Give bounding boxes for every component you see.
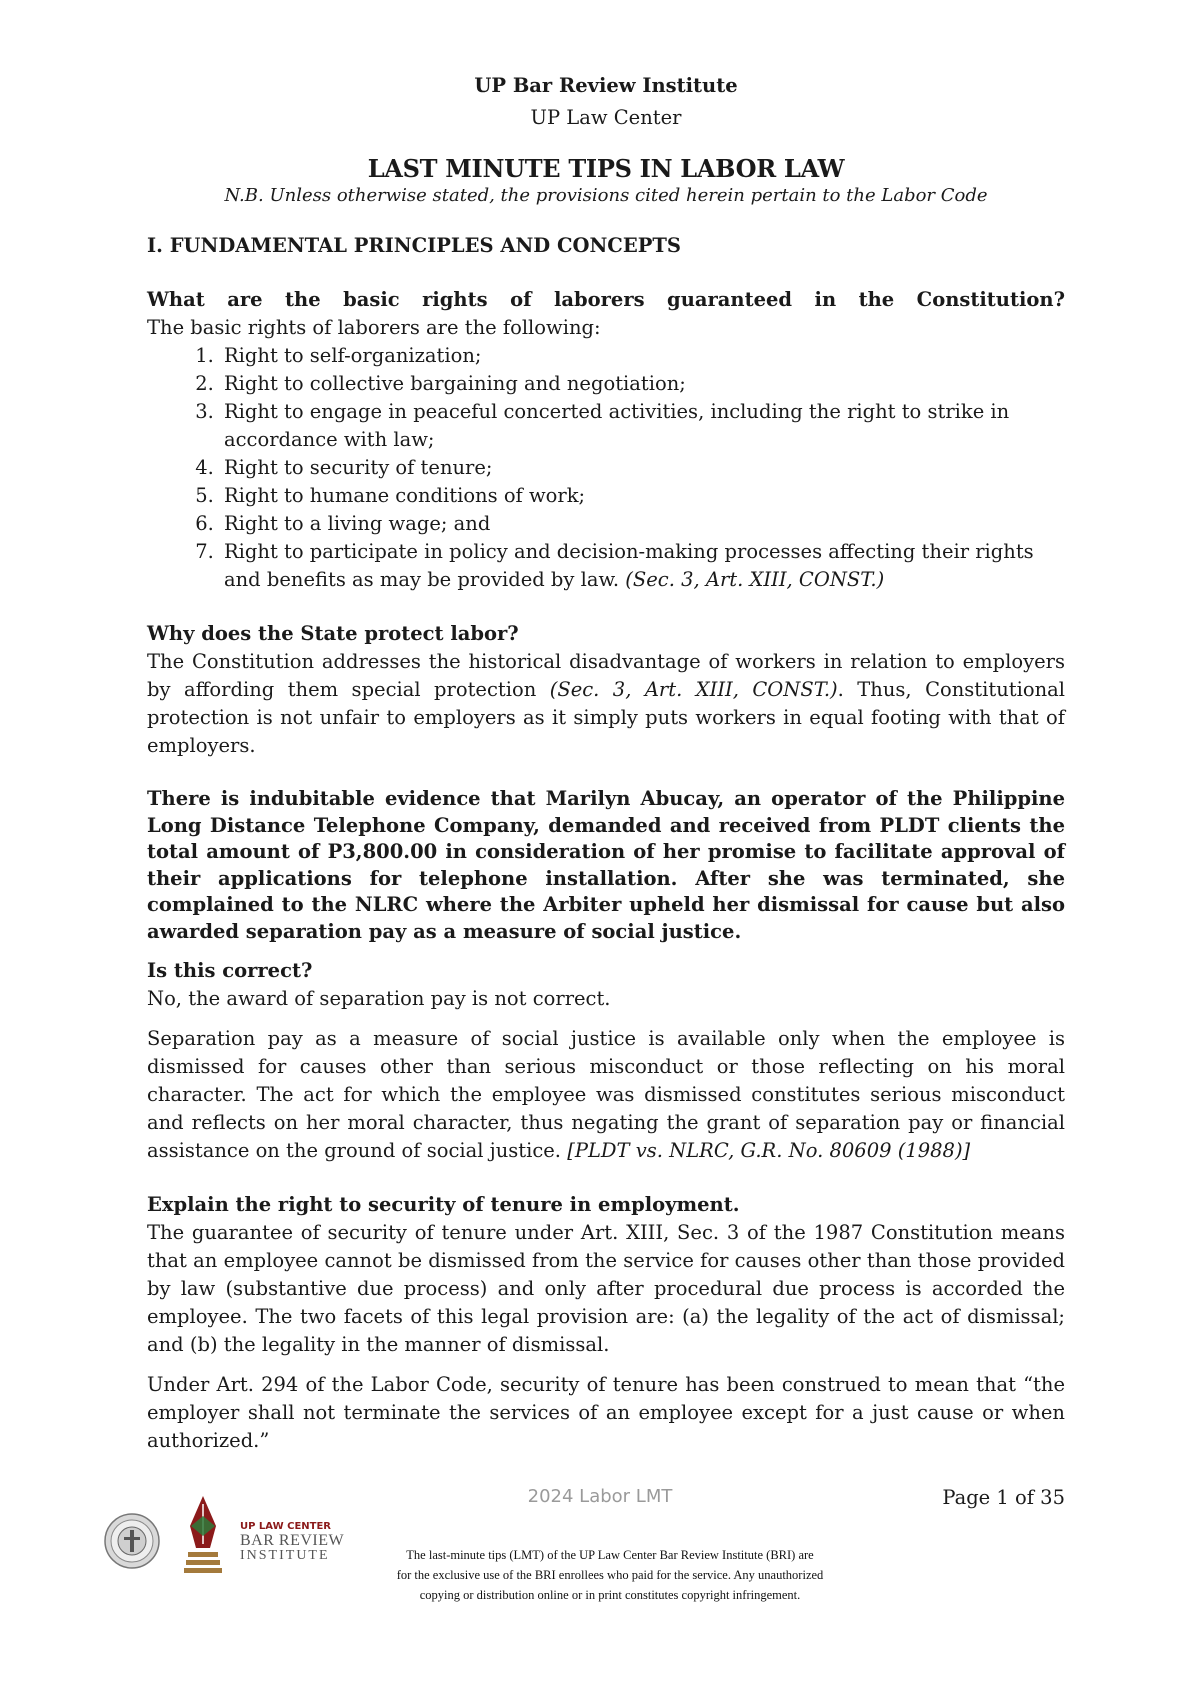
rights-list <box>147 342 1065 594</box>
question-heading: Is this correct? <box>147 959 313 982</box>
list-item: 5. Right to humane conditions of work; <box>220 482 1065 510</box>
question-block-protect-labor <box>147 620 1065 760</box>
list-item: 3. Right to engage in peaceful concerted activities, including the right to strike in accordance with law; <box>220 398 1065 454</box>
list-item: 6. Right to a living wage; and <box>220 510 1065 538</box>
page-content <box>147 70 1065 1455</box>
answer-text: The Constitution addresses the historical disadvantage of workers in relation to employers by affording them special protection <box>147 650 1065 701</box>
question-heading: What are the basic rights of laborers guaranteed in the Constitution? <box>147 288 1065 311</box>
copyright-disclaimer <box>300 1545 920 1605</box>
section-heading: I. FUNDAMENTAL PRINCIPLES AND CONCEPTS <box>147 234 681 257</box>
answer-text: Separation pay as a measure of social justice is available only when the employee is dismissed for causes other than serious misconduct or those reflecting on his moral character. The act for which the employee was dismissed constitutes serious misconduct and reflects on her moral character, thus negating the grant of separation pay or financial assistance on the ground of social justice. <box>147 1027 1065 1162</box>
bri-logo-pen-icon <box>182 1496 224 1578</box>
nota-bene: N.B. Unless otherwise stated, the provisions cited herein pertain to the Labor Code <box>224 185 988 206</box>
citation: (Sec. 3, Art. XIII, CONST.) <box>549 678 838 701</box>
list-item <box>220 538 1065 594</box>
answer-paragraph: Under Art. 294 of the Labor Code, security of tenure has been construed to mean that “the employer shall not terminate the services of an employee except for a just cause or when authorized.” <box>147 1373 1065 1452</box>
question-heading: Explain the right to security of tenure in employment. <box>147 1193 740 1216</box>
list-item: 1. Right to self-organization; <box>220 342 1065 370</box>
question-block-rights <box>147 286 1065 594</box>
logo-line: UP LAW CENTER <box>240 1521 331 1532</box>
law-center-name: UP Law Center <box>530 106 682 129</box>
footer-document-label: 2024 Labor LMT <box>527 1486 673 1507</box>
citation: (Sec. 3, Art. XIII, CONST.) <box>625 568 885 591</box>
answer-paragraph <box>147 1025 1065 1165</box>
disclaimer-line: The last-minute tips (LMT) of the UP Law Center Bar Review Institute (BRI) are <box>406 1548 814 1562</box>
disclaimer-line: for the exclusive use of the BRI enrollees who paid for the service. Any unauthorized <box>396 1568 824 1582</box>
logo-line: INSTITUTE <box>240 1548 330 1563</box>
institute-name: UP Bar Review Institute <box>474 74 738 97</box>
question-block-tenure <box>147 1191 1065 1455</box>
document-title: LAST MINUTE TIPS IN LABOR LAW <box>367 154 845 183</box>
list-item: 4. Right to security of tenure; <box>220 454 1065 482</box>
disclaimer-line: copying or distribution online or in print constitutes copyright infringement. <box>419 1588 801 1602</box>
answer-intro: The basic rights of laborers are the following: <box>147 316 601 339</box>
up-seal-icon <box>104 1513 160 1569</box>
list-item: 2. Right to collective bargaining and negotiation; <box>220 370 1065 398</box>
page-number: Page 1 of 35 <box>942 1486 1065 1509</box>
answer-paragraph <box>147 648 1065 760</box>
answer-paragraph: No, the award of separation pay is not correct. <box>147 987 611 1010</box>
question-block-abucay <box>147 786 1065 1165</box>
logo-line: BAR REVIEW <box>240 1532 345 1549</box>
case-facts: There is indubitable evidence that Marilyn Abucay, an operator of the Philippine Long Distance Telephone Company, demanded and received from PLDT clients the total amount of P3,800.00 in consideration of her promise to facilitate approval of their applications for telephone installation. After she was terminated, she complained to the NLRC where the Arbiter upheld her dismissal for cause but also awarded separation pay as a measure of social justice. <box>147 787 1065 943</box>
answer-text: . Thus, Constitutional protection is not unfair to employers as it simply puts workers in equal footing with that of employers. <box>147 678 1066 757</box>
list-item-text: Right to participate in policy and decision-making processes affecting their rights and benefits as may be provided by law. <box>224 540 1034 591</box>
citation: [PLDT vs. NLRC, G.R. No. 80609 (1988)] <box>567 1139 971 1162</box>
answer-paragraph: The guarantee of security of tenure under Art. XIII, Sec. 3 of the 1987 Constitution means that an employee cannot be dismissed from the service for causes other than those provided by law (substantive due process) and only after procedural due process is accorded the employee. The two facets of this legal provision are: (a) the legality of the act of dismissal; and (b) the legality in the manner of dismissal. <box>147 1221 1065 1356</box>
question-heading: Why does the State protect labor? <box>147 622 519 645</box>
